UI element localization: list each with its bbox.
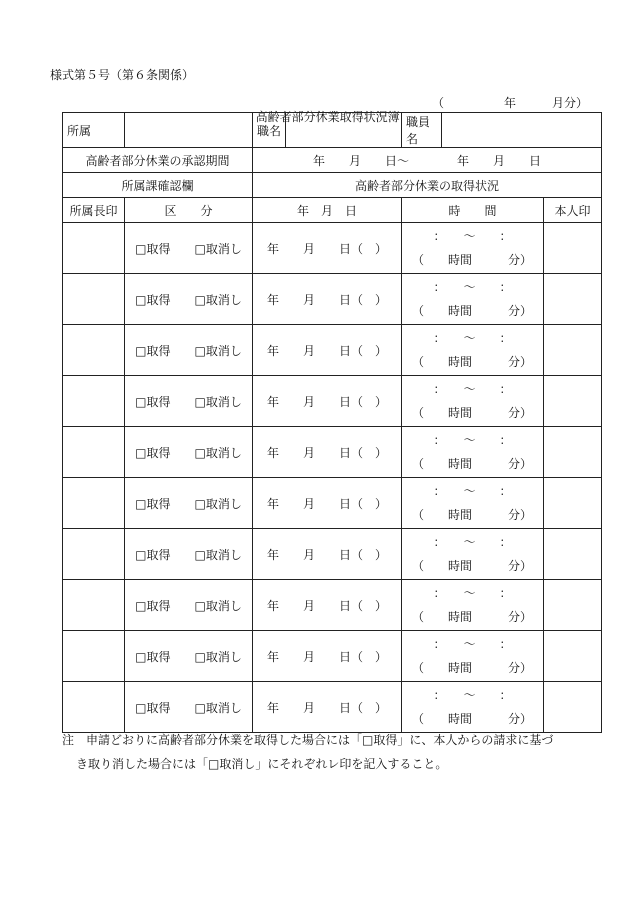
time-cell[interactable] (402, 376, 544, 427)
cancel-checkbox[interactable]: □取消し (194, 292, 242, 307)
category-cell (125, 682, 253, 733)
obtain-checkbox[interactable]: □取得 (135, 598, 171, 613)
category-cell (125, 274, 253, 325)
time-range: ： ～ ： (433, 382, 512, 396)
approval-period-value[interactable]: 年 月 日～ 年 月 日 (253, 148, 602, 173)
time-cell[interactable] (402, 682, 544, 733)
cancel-checkbox[interactable]: □取消し (194, 649, 242, 664)
time-total: （ 時間 分） (412, 559, 533, 573)
time-range: ： ～ ： (433, 331, 512, 345)
column-header-row (63, 198, 602, 223)
form-title-period: （ 年 月分） (432, 96, 589, 110)
category-cell (125, 529, 253, 580)
col-category: 区 分 (125, 198, 253, 223)
note-line-1: 注 申請どおりに高齢者部分休業を取得した場合には「□取得」に、本人からの請求に基づ (62, 733, 554, 747)
category-cell (125, 376, 253, 427)
personal-seal-cell[interactable] (544, 427, 602, 478)
category-cell (125, 223, 253, 274)
personal-seal-cell[interactable] (544, 376, 602, 427)
cancel-checkbox[interactable]: □取消し (194, 343, 242, 358)
category-cell (125, 580, 253, 631)
date-cell[interactable]: 年 月 日（ ） (253, 529, 402, 580)
time-cell[interactable] (402, 325, 544, 376)
personal-seal-cell[interactable] (544, 478, 602, 529)
table-row (63, 580, 602, 631)
status-table (62, 112, 602, 733)
personal-seal-cell[interactable] (544, 325, 602, 376)
obtain-checkbox[interactable]: □取得 (135, 394, 171, 409)
table-row (63, 376, 602, 427)
form-number: 様式第５号（第６条関係） (50, 68, 195, 82)
form-title-text: 高齢者部分休業取得状況簿 (255, 110, 400, 124)
date-cell[interactable]: 年 月 日（ ） (253, 478, 402, 529)
cancel-checkbox[interactable]: □取消し (194, 496, 242, 511)
confirm-section-label: 所属課確認欄 (63, 173, 253, 198)
time-cell[interactable] (402, 631, 544, 682)
approval-period-label: 高齢者部分休業の承認期間 (63, 148, 253, 173)
head-seal-cell[interactable] (63, 478, 125, 529)
col-head-seal: 所属長印 (63, 198, 125, 223)
status-section-label: 高齢者部分休業の取得状況 (253, 173, 602, 198)
category-cell (125, 325, 253, 376)
time-total: （ 時間 分） (412, 661, 533, 675)
personal-seal-cell[interactable] (544, 580, 602, 631)
affiliation-label: 所属 (63, 113, 125, 148)
time-cell[interactable] (402, 274, 544, 325)
col-personal-seal: 本人印 (544, 198, 602, 223)
personal-seal-cell[interactable] (544, 274, 602, 325)
time-range: ： ～ ： (433, 433, 512, 447)
time-range: ： ～ ： (433, 535, 512, 549)
obtain-checkbox[interactable]: □取得 (135, 496, 171, 511)
obtain-checkbox[interactable]: □取得 (135, 343, 171, 358)
time-range: ： ～ ： (433, 688, 512, 702)
time-range: ： ～ ： (433, 280, 512, 294)
personal-seal-cell[interactable] (544, 223, 602, 274)
obtain-checkbox[interactable]: □取得 (135, 292, 171, 307)
table-row (63, 223, 602, 274)
time-total: （ 時間 分） (412, 355, 533, 369)
col-date: 年 月 日 (253, 198, 402, 223)
date-cell[interactable]: 年 月 日（ ） (253, 682, 402, 733)
personal-seal-cell[interactable] (544, 631, 602, 682)
affiliation-field[interactable] (125, 113, 253, 148)
time-range: ： ～ ： (433, 637, 512, 651)
cancel-checkbox[interactable]: □取消し (194, 547, 242, 562)
table-row (63, 631, 602, 682)
time-total: （ 時間 分） (412, 610, 533, 624)
head-seal-cell[interactable] (63, 376, 125, 427)
date-cell[interactable]: 年 月 日（ ） (253, 274, 402, 325)
employee-name-label: 職員名 (402, 113, 442, 148)
personal-seal-cell[interactable] (544, 682, 602, 733)
category-cell (125, 631, 253, 682)
obtain-checkbox[interactable]: □取得 (135, 445, 171, 460)
time-range: ： ～ ： (433, 586, 512, 600)
col-time: 時 間 (402, 198, 544, 223)
time-cell[interactable] (402, 529, 544, 580)
date-cell[interactable]: 年 月 日（ ） (253, 325, 402, 376)
time-total: （ 時間 分） (412, 712, 533, 726)
cancel-checkbox[interactable]: □取消し (194, 394, 242, 409)
table-row (63, 529, 602, 580)
job-title-label: 職名 (253, 113, 286, 148)
date-cell[interactable]: 年 月 日（ ） (253, 580, 402, 631)
date-cell[interactable]: 年 月 日（ ） (253, 223, 402, 274)
head-seal-cell[interactable] (63, 682, 125, 733)
head-seal-cell[interactable] (63, 580, 125, 631)
cancel-checkbox[interactable]: □取消し (194, 241, 242, 256)
cancel-checkbox[interactable]: □取消し (194, 445, 242, 460)
head-seal-cell[interactable] (63, 427, 125, 478)
time-range: ： ～ ： (433, 229, 512, 243)
personal-seal-cell[interactable] (544, 529, 602, 580)
time-cell[interactable] (402, 223, 544, 274)
employee-name-field[interactable] (442, 113, 602, 148)
time-total: （ 時間 分） (412, 253, 533, 267)
time-total: （ 時間 分） (412, 406, 533, 420)
head-seal-cell[interactable] (63, 529, 125, 580)
cancel-checkbox[interactable]: □取消し (194, 598, 242, 613)
table-row (63, 682, 602, 733)
obtain-checkbox[interactable]: □取得 (135, 649, 171, 664)
time-range: ： ～ ： (433, 484, 512, 498)
time-cell[interactable] (402, 478, 544, 529)
header-row-approval-period (63, 148, 602, 173)
obtain-checkbox[interactable]: □取得 (135, 547, 171, 562)
table-row (63, 478, 602, 529)
head-seal-cell[interactable] (63, 631, 125, 682)
time-total: （ 時間 分） (412, 304, 533, 318)
head-seal-cell[interactable] (63, 274, 125, 325)
header-row-affiliation (63, 113, 602, 148)
table-row (63, 325, 602, 376)
obtain-checkbox[interactable]: □取得 (135, 241, 171, 256)
date-cell[interactable]: 年 月 日（ ） (253, 427, 402, 478)
category-cell (125, 427, 253, 478)
table-row (63, 274, 602, 325)
note-line-2: き取り消した場合には「□取消し」にそれぞれレ印を記入すること。 (76, 757, 448, 771)
time-cell[interactable] (402, 427, 544, 478)
cancel-checkbox[interactable]: □取消し (194, 700, 242, 715)
date-cell[interactable]: 年 月 日（ ） (253, 376, 402, 427)
time-total: （ 時間 分） (412, 457, 533, 471)
header-row-sections (63, 173, 602, 198)
entry-rows (63, 223, 602, 733)
head-seal-cell[interactable] (63, 325, 125, 376)
obtain-checkbox[interactable]: □取得 (135, 700, 171, 715)
time-cell[interactable] (402, 580, 544, 631)
time-total: （ 時間 分） (412, 508, 533, 522)
category-cell (125, 478, 253, 529)
head-seal-cell[interactable] (63, 223, 125, 274)
job-title-field[interactable] (286, 113, 402, 148)
table-row (63, 427, 602, 478)
date-cell[interactable]: 年 月 日（ ） (253, 631, 402, 682)
